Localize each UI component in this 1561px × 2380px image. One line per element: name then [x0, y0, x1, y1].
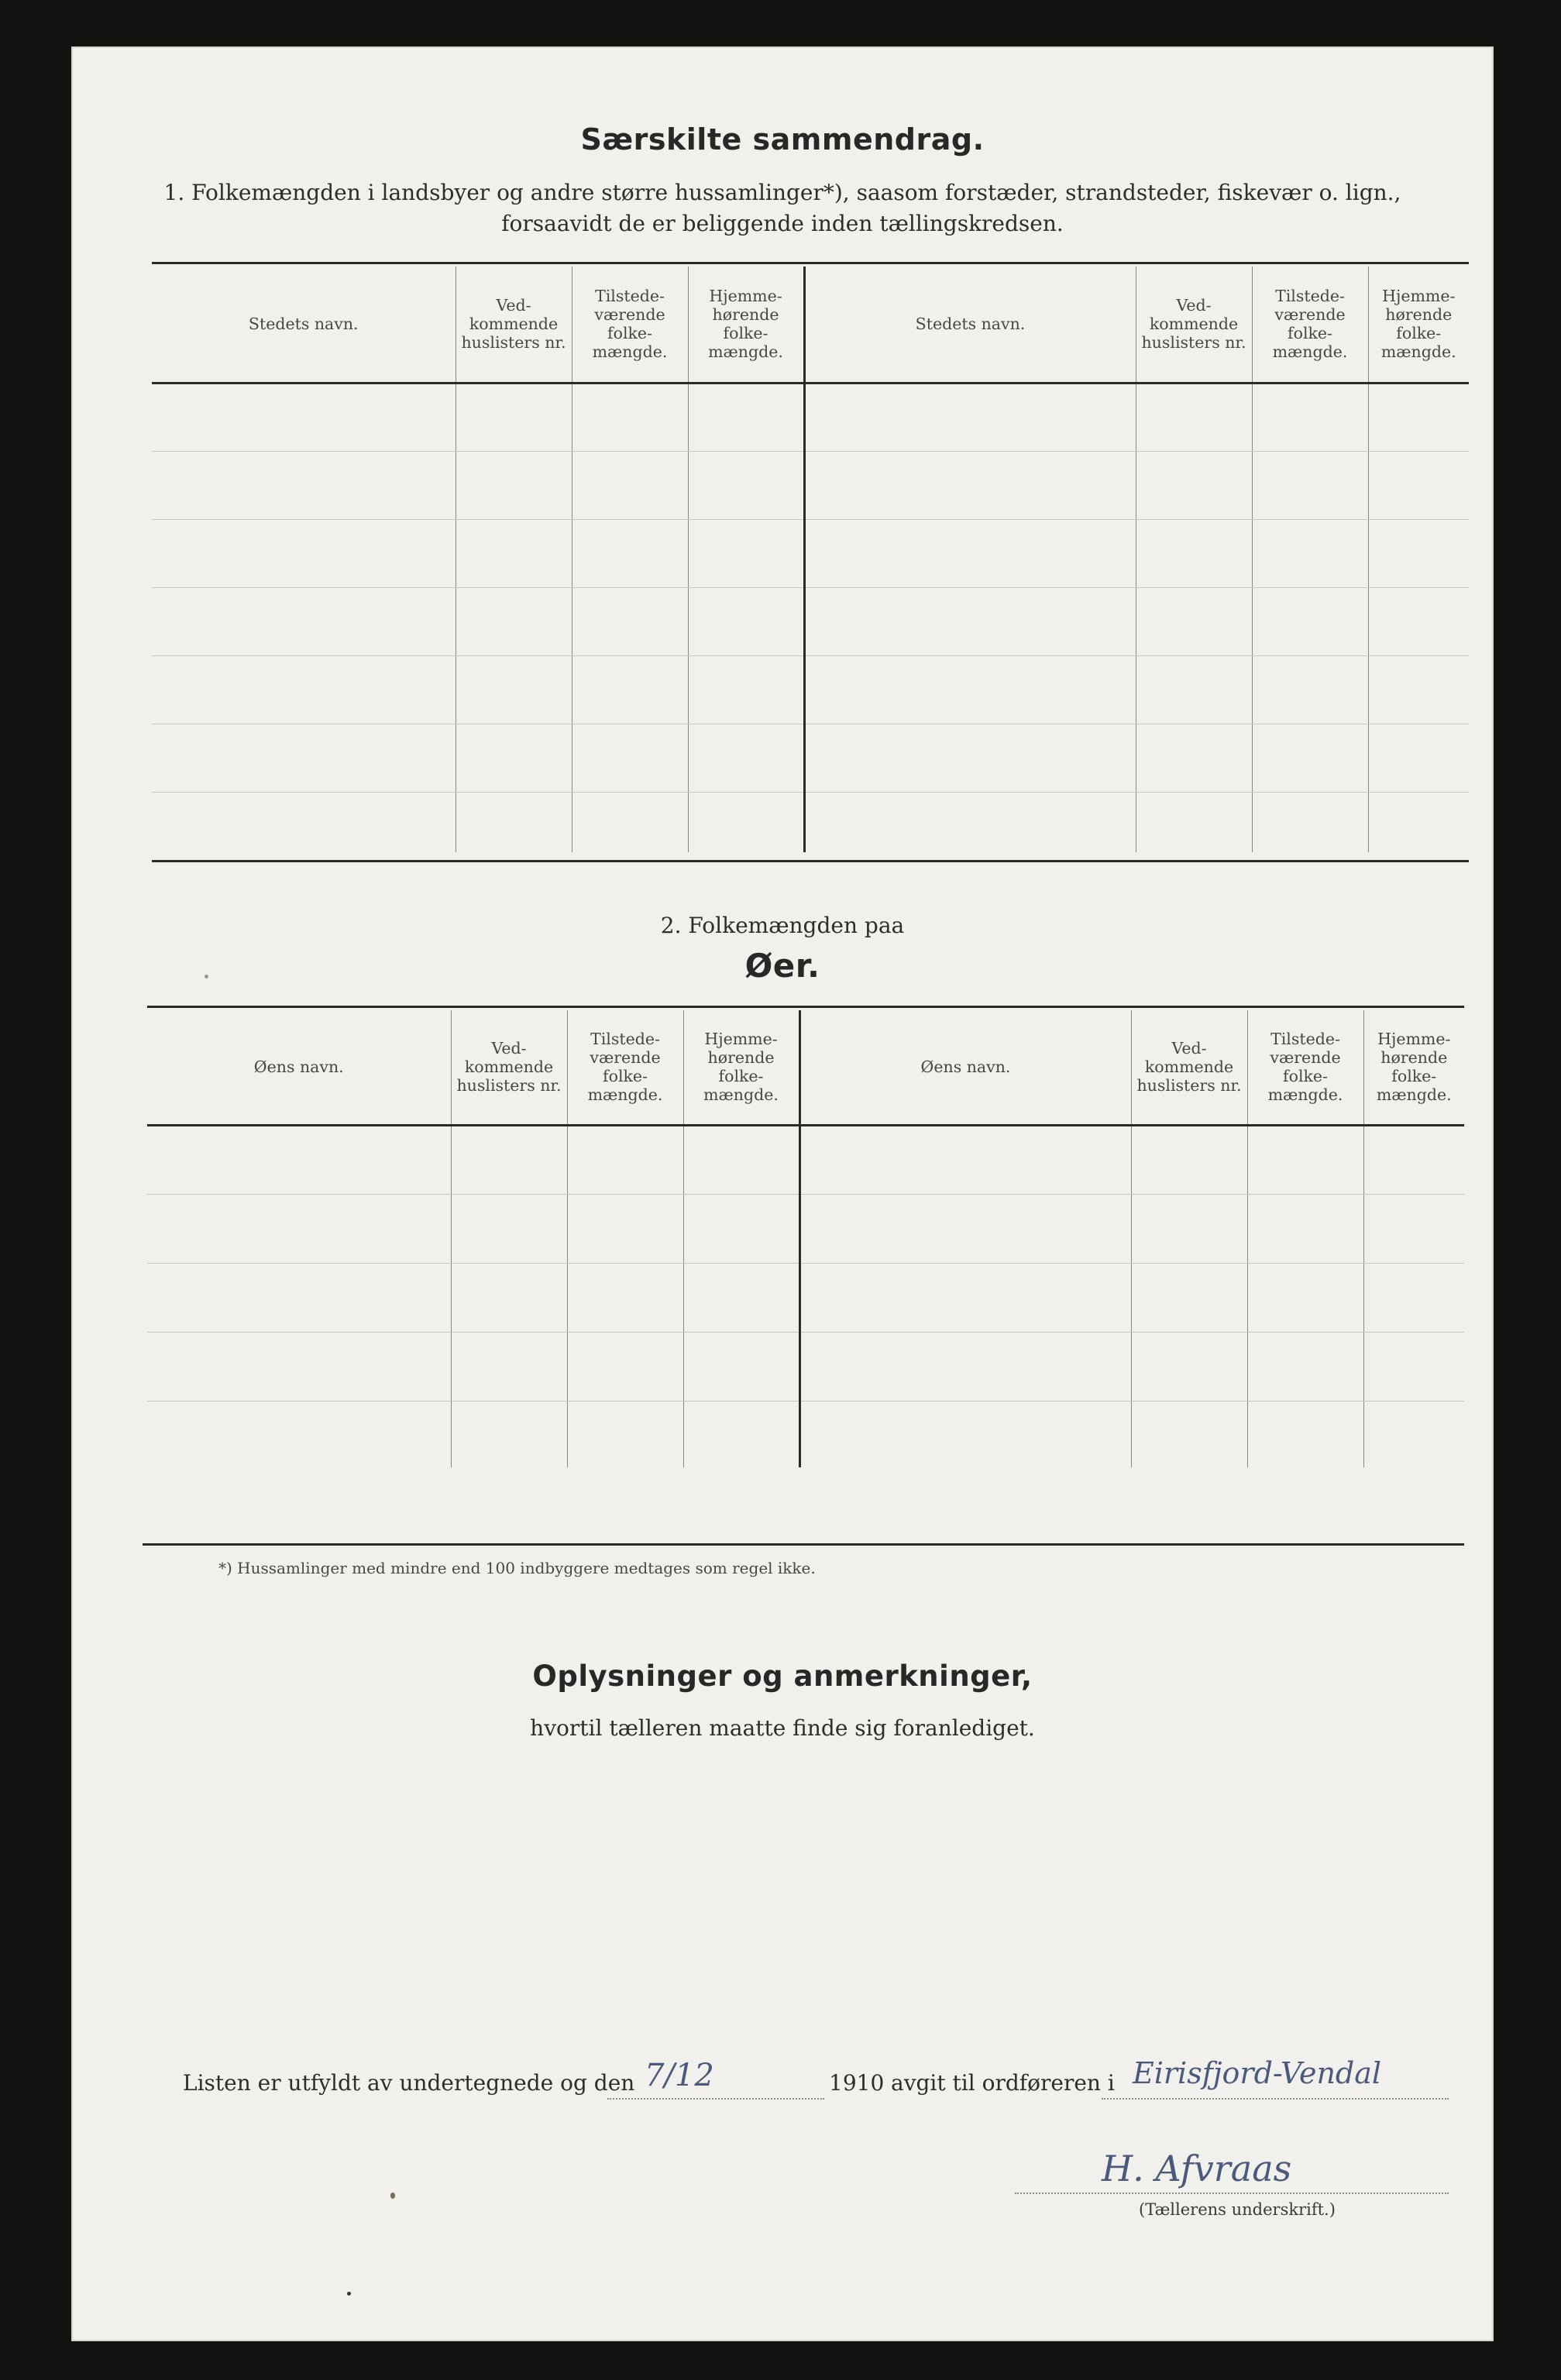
- t2-col-hjemme-right: Hjemme-hørende folke-mængde.: [1376, 1030, 1452, 1105]
- signoff-year: 1910: [829, 2070, 885, 2096]
- census-form-page: [71, 46, 1494, 2341]
- paper-speck: [347, 2292, 351, 2296]
- section2-heading: Øer.: [744, 947, 820, 985]
- table-row: [152, 587, 1469, 655]
- t1-col-stedets-navn-left: Stedets navn.: [248, 315, 359, 334]
- t1-col-tilstede-right: Tilstede-værende folke-mængde.: [1272, 287, 1348, 362]
- table-row: [147, 1263, 1464, 1332]
- table-row: [147, 1401, 1464, 1467]
- table-row: [152, 655, 1469, 724]
- t2-col-oens-navn-right: Øens navn.: [920, 1058, 1011, 1077]
- footnote: *) Hussamlinger med mindre end 100 indbyggere medtages som regel ikke.: [218, 1559, 816, 1577]
- t1-col-huslisters-left: Ved-kommende huslisters nr.: [461, 296, 566, 353]
- t2-col-tilstede-right: Tilstede-værende folke-mængde.: [1267, 1030, 1343, 1105]
- table-row: [152, 383, 1469, 451]
- t2-col-huslisters-right: Ved-kommende huslisters nr.: [1136, 1039, 1242, 1095]
- section1-heading: Særskilte sammendrag.: [580, 122, 985, 156]
- table2: [147, 1010, 1464, 1467]
- t1-col-huslisters-right: Ved-kommende huslisters nr.: [1141, 296, 1246, 353]
- handwritten-place: Eirisfjord-Vendal: [1133, 2056, 1382, 2090]
- table-row: [147, 1125, 1464, 1194]
- table2-top-rule: [147, 1006, 1464, 1008]
- table-row: [152, 451, 1469, 519]
- t2-col-oens-navn-left: Øens navn.: [253, 1058, 344, 1077]
- t1-col-stedets-navn-right: Stedets navn.: [915, 315, 1026, 334]
- t2-col-hjemme-left: Hjemme-hørende folke-mængde.: [703, 1030, 779, 1105]
- section2-line1: 2. Folkemængden paa: [660, 913, 905, 938]
- handwritten-signature: H. Afvraas: [1102, 2148, 1292, 2189]
- table-row: [152, 724, 1469, 792]
- signature-dotted-line: [1015, 2193, 1449, 2194]
- table1: [152, 267, 1469, 852]
- paper-speck: [205, 975, 208, 978]
- remarks-heading: Oplysninger og anmerkninger,: [532, 1659, 1033, 1693]
- section1-line1: 1. Folkemængden i landsbyer og andre større hussamlinger*), saasom forstæder, strandsteder, fiskevær o. lign.,: [163, 180, 1401, 205]
- place-dotted-line: [1102, 2098, 1449, 2100]
- signature-caption: (Tællerens underskrift.): [1139, 2200, 1336, 2219]
- table-row: [147, 1332, 1464, 1401]
- t1-col-tilstede-left: Tilstede-værende folke-mængde.: [592, 287, 668, 362]
- signoff-middle: avgit til ordføreren i: [891, 2070, 1115, 2096]
- table1-top-rule: [152, 262, 1469, 264]
- t2-col-tilstede-left: Tilstede-værende folke-mængde.: [587, 1030, 663, 1105]
- remarks-subheading: hvortil tælleren maatte finde sig foranlediget.: [530, 1715, 1035, 1741]
- table-row: [147, 1194, 1464, 1263]
- date-dotted-line: [607, 2098, 824, 2100]
- t1-col-hjemme-left: Hjemme-hørende folke-mængde.: [708, 287, 783, 362]
- signoff-prefix: Listen er utfyldt av undertegnede og den: [183, 2070, 635, 2096]
- handwritten-date: 7/12: [645, 2058, 714, 2093]
- section1-line2: forsaavidt de er beliggende inden tællingskredsen.: [501, 211, 1064, 236]
- table2-bottom-rule: [143, 1543, 1464, 1546]
- table-row: [152, 519, 1469, 587]
- table1-bottom-rule: [152, 860, 1469, 862]
- paper-speck: [390, 2193, 395, 2199]
- table-row: [152, 792, 1469, 852]
- t2-col-huslisters-left: Ved-kommende huslisters nr.: [456, 1039, 562, 1095]
- t1-col-hjemme-right: Hjemme-hørende folke-mængde.: [1380, 287, 1456, 362]
